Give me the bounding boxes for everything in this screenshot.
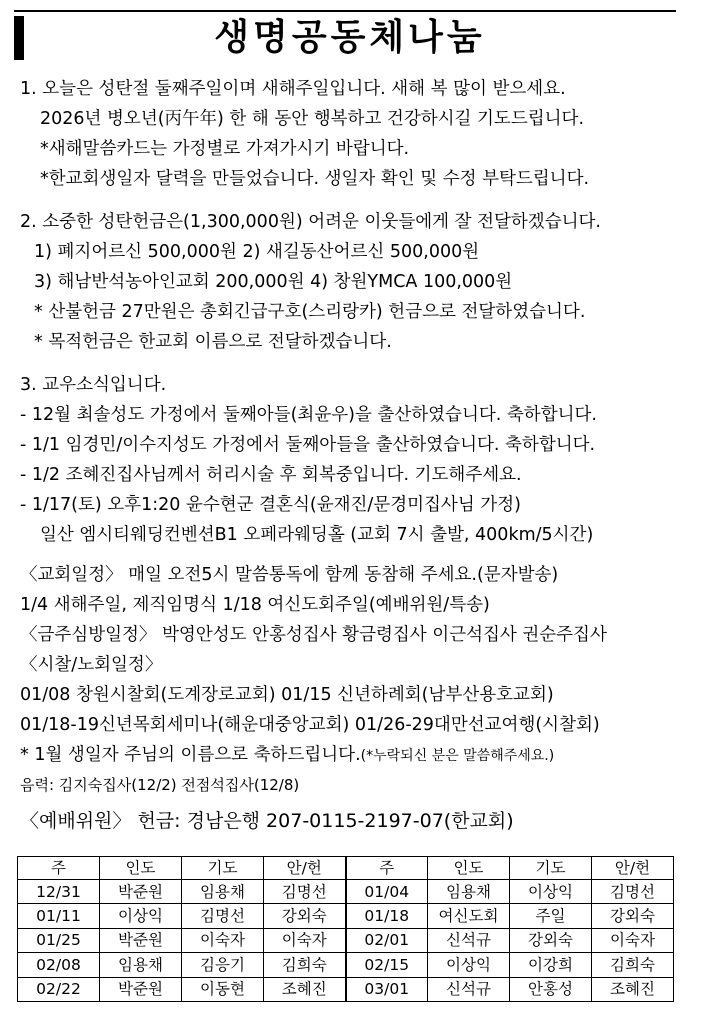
table-cell: 임용채 bbox=[182, 880, 264, 904]
birthday-line bbox=[20, 740, 692, 770]
column-header: 인도 bbox=[428, 857, 510, 880]
schedule-line: 1/4 새해주일, 제직임명식 1/18 여신도회주일(예배위원/특송) bbox=[20, 595, 490, 615]
notice-section-3 bbox=[20, 370, 692, 550]
table-cell: 01/04 bbox=[346, 880, 428, 904]
notice-line: 일산 엠시티웨딩컨벤션B1 오페라웨딩홀 (교회 7시 출발, 400km/5시간) bbox=[40, 525, 594, 545]
table-cell: 강외숙 bbox=[592, 904, 674, 928]
table-row bbox=[18, 904, 674, 928]
table-cell: 01/11 bbox=[18, 904, 100, 928]
table-cell: 이숙자 bbox=[182, 928, 264, 952]
table-cell: 여신도회 bbox=[428, 904, 510, 928]
bulletin-header bbox=[14, 10, 676, 60]
column-header: 기도 bbox=[182, 857, 264, 880]
schedule-line: 01/18-19신년목회세미나(해운대중앙교회) 01/26-29대만선교여행(시찰회) bbox=[20, 715, 600, 735]
table-cell: 임용채 bbox=[428, 880, 510, 904]
table-row bbox=[18, 953, 674, 977]
table-header-row bbox=[18, 857, 674, 880]
notice-line: 3. 교우소식입니다. bbox=[20, 375, 167, 395]
table-cell: 김명선 bbox=[264, 880, 346, 904]
notice-line: 3) 해남반석농아인교회 200,000원 4) 창원YMCA 100,000원 bbox=[34, 272, 513, 292]
table-cell: 강외숙 bbox=[510, 928, 592, 952]
notice-line: *새해말씀카드는 가정별로 가져가시기 바랍니다. bbox=[40, 139, 410, 159]
table-cell: 조혜진 bbox=[592, 977, 674, 1001]
table-cell: 02/22 bbox=[18, 977, 100, 1001]
table-cell: 이숙자 bbox=[592, 928, 674, 952]
table-row bbox=[18, 928, 674, 952]
table-cell: 김희숙 bbox=[592, 953, 674, 977]
page-title: 생명공동체나눔 bbox=[214, 17, 486, 58]
table-cell: 강외숙 bbox=[264, 904, 346, 928]
table-cell: 임용채 bbox=[100, 953, 182, 977]
notice-line: *한교회생일자 달력을 만들었습니다. 생일자 확인 및 수정 부탁드립니다. bbox=[40, 169, 590, 189]
table-cell: 이상익 bbox=[100, 904, 182, 928]
schedule-line: 〈금주심방일정〉 박영안성도 안홍성집사 황금령집사 이근석집사 권순주집사 bbox=[20, 625, 607, 645]
column-header: 인도 bbox=[100, 857, 182, 880]
table-cell: 02/01 bbox=[346, 928, 428, 952]
notice-line: * 목적헌금은 한교회 이름으로 전달하겠습니다. bbox=[34, 332, 392, 352]
birthday-text: * 1월 생일자 주님의 이름으로 축하드립니다. bbox=[20, 745, 361, 765]
table-cell: 02/15 bbox=[346, 953, 428, 977]
table-cell: 신석규 bbox=[428, 977, 510, 1001]
column-header: 주 bbox=[18, 857, 100, 880]
schedule-line: 〈시찰/노회일정〉 bbox=[20, 655, 163, 675]
table-row bbox=[18, 977, 674, 1001]
worship-schedule-table bbox=[17, 856, 674, 1002]
notice-line: * 산불헌금 27만원은 총회긴급구호(스리랑카) 헌금으로 전달하였습니다. bbox=[34, 302, 586, 322]
table-cell: 박준원 bbox=[100, 880, 182, 904]
schedule-section bbox=[20, 560, 692, 800]
table-cell: 김희숙 bbox=[264, 953, 346, 977]
column-header: 안/헌 bbox=[264, 857, 346, 880]
table-cell: 조혜진 bbox=[264, 977, 346, 1001]
table-cell: 김응기 bbox=[182, 953, 264, 977]
schedule-line: 01/08 창원시찰회(도계장로교회) 01/15 신년하례회(남부산용호교회) bbox=[20, 685, 554, 705]
table-cell: 이상익 bbox=[428, 953, 510, 977]
table-cell: 12/31 bbox=[18, 880, 100, 904]
table-cell: 02/08 bbox=[18, 953, 100, 977]
table-cell: 01/18 bbox=[346, 904, 428, 928]
notice-line: - 1/17(토) 오후1:20 윤수현군 결혼식(윤재진/문경미집사님 가정) bbox=[20, 495, 521, 515]
table-cell: 신석규 bbox=[428, 928, 510, 952]
notice-section-2 bbox=[20, 207, 692, 357]
table-cell: 박준원 bbox=[100, 977, 182, 1001]
table-cell: 이동현 bbox=[182, 977, 264, 1001]
table-cell: 김명선 bbox=[592, 880, 674, 904]
table-cell: 이강희 bbox=[510, 953, 592, 977]
table-cell: 03/01 bbox=[346, 977, 428, 1001]
table-cell: 01/25 bbox=[18, 928, 100, 952]
notice-line: 2026년 병오년(丙午年) 한 해 동안 행복하고 건강하시길 기도드립니다. bbox=[40, 109, 585, 129]
table-cell: 이숙자 bbox=[264, 928, 346, 952]
table-body bbox=[18, 880, 674, 1002]
notice-line: 2. 소중한 성탄헌금은(1,300,000원) 어려운 이웃들에게 잘 전달하겠습니다. bbox=[20, 212, 601, 232]
column-header: 주 bbox=[346, 857, 428, 880]
schedule-line: 〈교회일정〉 매일 오전5시 말씀통독에 함께 동참해 주세요.(문자발송) bbox=[20, 565, 559, 585]
table-cell: 안홍성 bbox=[510, 977, 592, 1001]
column-header: 안/헌 bbox=[592, 857, 674, 880]
table-cell: 박준원 bbox=[100, 928, 182, 952]
notice-line: - 1/1 임경민/이수지성도 가정에서 둘째아들을 출산하였습니다. 축하합니다. bbox=[20, 435, 596, 455]
lunar-birthday-line: 음력: 김지숙집사(12/2) 전점석집사(12/8) bbox=[20, 776, 300, 794]
notice-line: - 1/2 조혜진집사님께서 허리시술 후 회복중입니다. 기도해주세요. bbox=[20, 465, 522, 485]
header-accent-bar bbox=[14, 16, 24, 60]
column-header: 기도 bbox=[510, 857, 592, 880]
table-row bbox=[18, 880, 674, 904]
notice-line: - 12월 최솔성도 가정에서 둘째아들(최윤우)을 출산하였습니다. 축하합니다. bbox=[20, 405, 597, 425]
table-cell: 이상익 bbox=[510, 880, 592, 904]
notice-line: 1) 폐지어르신 500,000원 2) 새길동산어르신 500,000원 bbox=[34, 242, 480, 262]
table-cell: 김명선 bbox=[182, 904, 264, 928]
worship-heading: 〈예배위원〉 헌금: 경남은행 207-0115-2197-07(한교회) bbox=[20, 810, 514, 832]
notice-section-1 bbox=[20, 74, 692, 194]
notice-content bbox=[20, 74, 692, 836]
birthday-note: (*누락되신 분은 말씀해주세요.) bbox=[360, 748, 555, 764]
notice-line: 1. 오늘은 성탄절 둘째주일이며 새해주일입니다. 새해 복 많이 받으세요. bbox=[20, 79, 566, 99]
table-cell: 주일 bbox=[510, 904, 592, 928]
